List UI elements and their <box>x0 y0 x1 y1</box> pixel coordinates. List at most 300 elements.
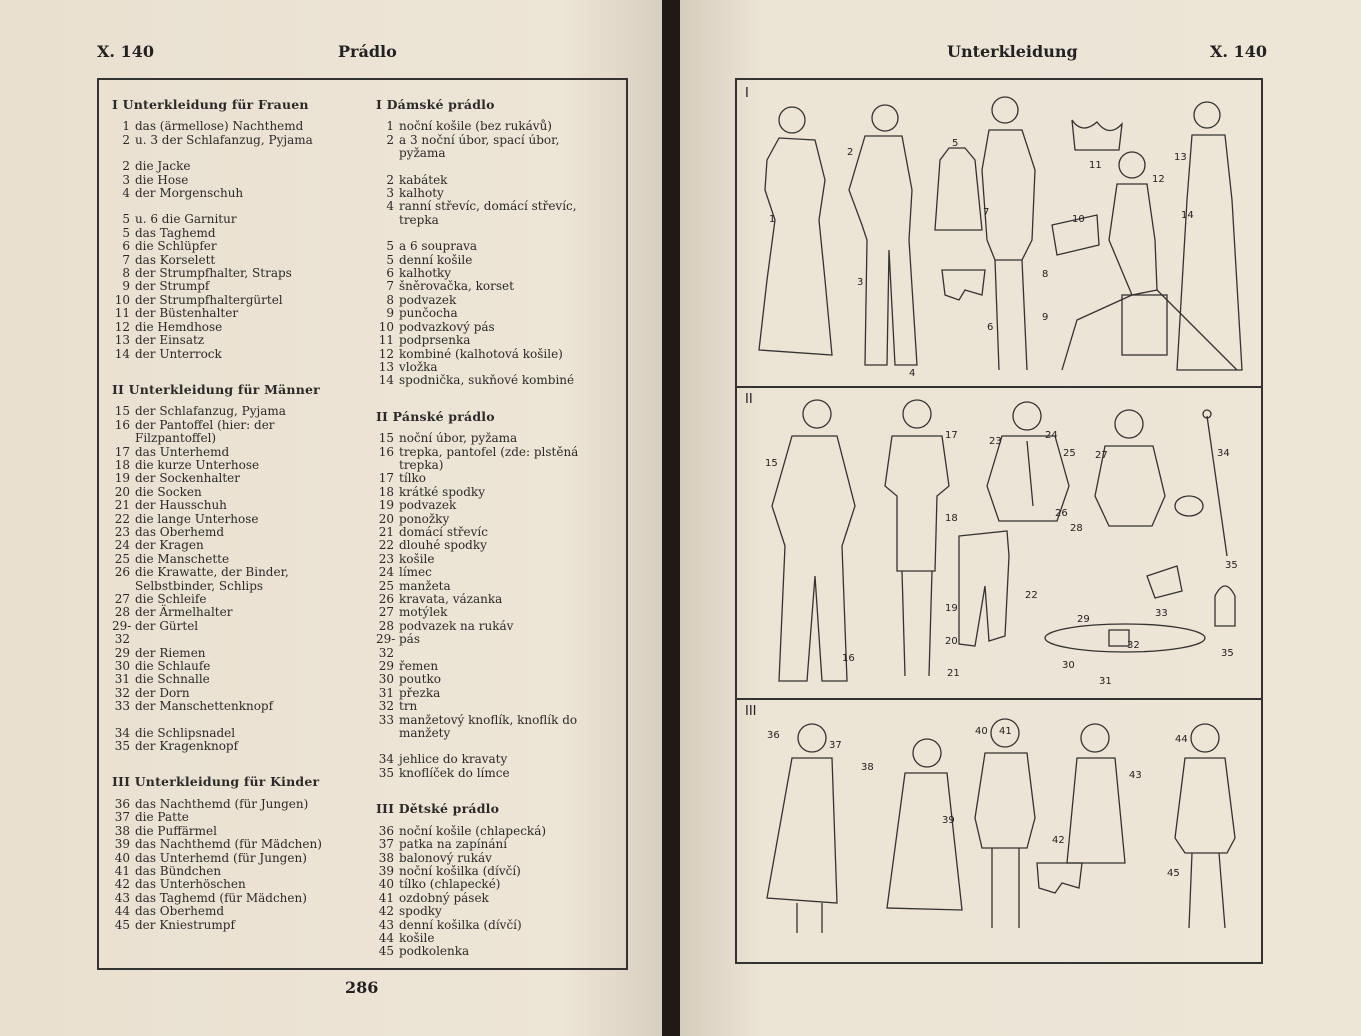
entry-term: řemen <box>399 659 439 674</box>
entry-term: das Oberhemd <box>135 904 225 919</box>
vocabulary-entry-cs <box>376 361 604 374</box>
panel-numeral: II <box>745 392 753 407</box>
entry-number: 32 <box>114 685 130 700</box>
vocabulary-entry-de <box>112 566 352 593</box>
entry-term: die Schnalle <box>135 672 210 687</box>
entry-number: 43 <box>114 890 130 905</box>
entry-number: 8 <box>386 292 394 307</box>
entry-term: das Unterhöschen <box>135 877 246 892</box>
callout-label: 42 <box>1052 835 1065 846</box>
vocabulary-entry-cs <box>376 348 604 361</box>
callout-label: 9 <box>1042 312 1049 323</box>
vocabulary-entry-de <box>112 825 352 838</box>
entry-term: a 6 souprava <box>399 239 478 254</box>
entry-number: 36 <box>378 823 394 838</box>
vocabulary-entry-cs <box>376 120 604 133</box>
vocabulary-entry-cs <box>376 334 604 347</box>
entry-number: 2 <box>386 172 394 187</box>
vocabulary-entry-de <box>112 307 352 320</box>
entry-term: der Dorn <box>135 685 190 700</box>
entry-term: kombiné (kalhotová košile) <box>399 346 563 361</box>
section-spacer <box>112 753 352 775</box>
vocabulary-entry-de <box>112 727 352 740</box>
vocabulary-entry-de <box>112 160 352 173</box>
section-heading-cs: II Pánské prádlo <box>376 408 495 424</box>
entry-number: 13 <box>378 359 394 374</box>
vocabulary-entry-cs <box>376 878 604 891</box>
vocabulary-entry-de <box>112 486 352 499</box>
entry-number: 16 <box>378 444 394 459</box>
entry-term: die Schlaufe <box>135 659 211 674</box>
panel-number-labels <box>765 430 1238 687</box>
entry-term: kravata, vázanka <box>399 592 503 606</box>
callout-label: 38 <box>861 762 874 773</box>
vocabulary-entry-de <box>112 838 352 851</box>
callout-label: 41 <box>999 726 1012 737</box>
entry-term: kalhotky <box>399 266 452 281</box>
entry-number: 24 <box>114 538 130 553</box>
callout-label: 43 <box>1129 770 1142 781</box>
vocabulary-entry-de <box>112 878 352 891</box>
entry-number: 17 <box>378 471 394 486</box>
entry-number: 21 <box>114 498 130 513</box>
callout-label: 8 <box>1042 269 1049 280</box>
entry-number: 8 <box>122 266 130 281</box>
entry-term: die Patte <box>135 810 189 825</box>
callout-label: 20 <box>945 636 958 647</box>
czech-column <box>376 98 604 959</box>
entry-term: denní košile <box>399 252 473 267</box>
vocabulary-entry-de <box>112 687 352 700</box>
vocabulary-entry-cs <box>376 633 604 660</box>
entry-number: 35 <box>114 739 130 754</box>
vocabulary-entry-de <box>112 513 352 526</box>
entry-term: manžeta <box>399 578 451 593</box>
callout-label: 30 <box>1062 660 1075 671</box>
section-heading-cs: III Dětské prádlo <box>376 801 500 817</box>
entry-term: u. 3 der Schlafanzug, Pyjama <box>135 132 313 147</box>
callout-label: 27 <box>1095 450 1108 461</box>
entry-number: 17 <box>114 444 130 459</box>
entry-term: poutko <box>399 672 441 687</box>
entry-number: 23 <box>114 524 130 539</box>
entry-term: die Schlipsnadel <box>135 725 236 740</box>
entry-number: 26 <box>114 565 130 580</box>
german-column <box>112 98 352 932</box>
callout-label: 17 <box>945 430 958 441</box>
entry-number: 30 <box>114 659 130 674</box>
entry-term: das Taghemd <box>135 225 216 240</box>
vocabulary-entry-cs <box>376 767 604 780</box>
entry-number: 15 <box>378 431 394 446</box>
vocabulary-entry-cs <box>376 932 604 945</box>
entry-number: 25 <box>378 578 394 593</box>
entry-number: 10 <box>114 292 130 307</box>
callout-label: 26 <box>1055 508 1068 519</box>
entry-number: 5 <box>122 225 130 240</box>
entry-term: der Gürtel <box>135 618 199 633</box>
vocabulary-entry-de <box>112 553 352 566</box>
entry-term: trepka, pantofel (zde: plstěná trepka) <box>399 444 579 472</box>
entry-number: 4 <box>386 199 394 214</box>
section-heading-cs: I Dámské prádlo <box>376 97 495 112</box>
callout-label: 32 <box>1127 640 1140 651</box>
entry-term: noční košile (bez rukávů) <box>399 119 552 134</box>
entry-number: 1 <box>386 119 394 134</box>
entry-gap <box>112 714 352 727</box>
callout-label: 15 <box>765 458 778 469</box>
entry-term: das Bündchen <box>135 863 222 878</box>
vocabulary-entry-cs <box>376 307 604 320</box>
vocabulary-entry-de <box>112 267 352 280</box>
callout-label: 5 <box>952 138 959 149</box>
entry-number: 32 <box>378 699 394 714</box>
vocabulary-entry-cs <box>376 892 604 905</box>
entry-term: die Hemdhose <box>135 319 223 334</box>
entry-number: 30 <box>378 672 394 687</box>
section-spacer <box>112 361 352 383</box>
entry-term: punčocha <box>399 306 458 321</box>
entry-number: 6 <box>386 266 394 281</box>
entry-term: noční košilka (dívčí) <box>399 863 521 878</box>
left-page <box>0 0 662 1036</box>
entry-term: ranní střevíc, domácí střevíc, trepka <box>399 199 577 227</box>
entry-number: 5 <box>386 239 394 254</box>
entry-term: denní košilka (dívčí) <box>399 917 522 932</box>
callout-label: 21 <box>947 668 960 679</box>
entry-number: 35 <box>378 765 394 780</box>
entry-number: 31 <box>114 672 130 687</box>
entry-term: der Riemen <box>135 645 206 660</box>
callout-label: 25 <box>1063 448 1076 459</box>
vocabulary-entry-cs <box>376 374 604 387</box>
entry-term: das Nachthemd (für Mädchen) <box>135 837 322 852</box>
entry-number: 27 <box>378 605 394 620</box>
callout-label: 45 <box>1167 868 1180 879</box>
entry-number: 3 <box>386 186 394 201</box>
vocabulary-entry-cs <box>376 825 604 838</box>
entry-number: 29 <box>378 659 394 674</box>
callout-label: 1 <box>769 214 776 225</box>
entry-number: 42 <box>114 877 130 892</box>
entry-term: der Ärmelhalter <box>135 605 233 620</box>
entry-number: 11 <box>114 306 130 321</box>
entry-term: das Nachthemd (für Jungen) <box>135 796 309 811</box>
section-code-right: X. 140 <box>1210 42 1267 61</box>
page-title-right: Unterkleidung <box>947 42 1078 61</box>
entry-number: 26 <box>378 592 394 606</box>
entry-term: manžetový knoflík, knoflík do manžety <box>399 712 578 741</box>
vocabulary-entry-cs <box>376 446 604 473</box>
vocabulary-entry-cs <box>376 294 604 307</box>
callout-label: 33 <box>1155 608 1168 619</box>
vocabulary-entry-cs <box>376 267 604 280</box>
vocabulary-entry-de <box>112 334 352 347</box>
entry-term: der Schlafanzug, Pyjama <box>135 404 286 419</box>
entry-term: der Sockenhalter <box>135 471 240 486</box>
entry-number: 34 <box>378 752 394 767</box>
callout-label: 23 <box>989 436 1002 447</box>
entry-term: spodky <box>399 904 442 919</box>
entry-number: 23 <box>378 551 394 566</box>
entry-term: domácí střevíc <box>399 524 488 539</box>
vocabulary-entry-cs <box>376 620 604 633</box>
callout-label: 28 <box>1070 523 1083 534</box>
vocabulary-entry-cs <box>376 660 604 673</box>
callout-label: 40 <box>975 726 988 737</box>
children-underwear-illustration <box>737 698 1261 962</box>
entry-number: 33 <box>114 699 130 714</box>
entry-number: 22 <box>378 538 394 553</box>
entry-term: dlouhé spodky <box>399 538 487 553</box>
callout-label: 22 <box>1025 590 1038 601</box>
panel-numeral: III <box>745 704 757 719</box>
entry-term: der Manschettenknopf <box>135 699 274 714</box>
entry-term: noční úbor, pyžama <box>399 431 518 446</box>
vocabulary-entry-de <box>112 905 352 918</box>
vocabulary-entry-cs <box>376 499 604 512</box>
vocabulary-entry-cs <box>376 187 604 200</box>
entry-number: 5 <box>386 252 394 267</box>
entry-number: 27 <box>114 592 130 606</box>
vocabulary-entry-de <box>112 174 352 187</box>
section-heading-de: II Unterkleidung für Männer <box>112 381 320 397</box>
vocabulary-entry-de <box>112 294 352 307</box>
entry-number: 43 <box>378 917 394 932</box>
vocabulary-entry-cs <box>376 919 604 932</box>
entry-number: 20 <box>378 511 394 526</box>
men-underwear-illustration <box>737 386 1261 698</box>
entry-number: 12 <box>378 346 394 361</box>
entry-term: der Strumpfhaltergürtel <box>135 292 283 307</box>
callout-label: 12 <box>1152 174 1165 185</box>
vocabulary-entry-cs <box>376 486 604 499</box>
vocabulary-entry-cs <box>376 865 604 878</box>
entry-term: balonový rukáv <box>399 850 492 865</box>
entry-term: knoflíček do límce <box>399 765 510 780</box>
figure-head <box>779 107 805 133</box>
vocabulary-entry-de <box>112 673 352 686</box>
vocabulary-entry-cs <box>376 240 604 253</box>
entry-number: 2 <box>122 132 130 147</box>
entry-term: podkolenka <box>399 944 470 959</box>
entry-number: 19 <box>378 498 394 513</box>
entry-number: 22 <box>114 511 130 526</box>
entry-number: 4 <box>122 186 130 201</box>
callout-label: 4 <box>909 368 916 379</box>
entry-term: das Unterhemd (für Jungen) <box>135 850 307 865</box>
illustration-panel-men <box>737 386 1261 700</box>
entry-number: 14 <box>114 346 130 361</box>
entry-number: 2 <box>386 132 394 147</box>
entry-term: die Schleife <box>135 592 207 606</box>
vocabulary-entry-cs <box>376 566 604 579</box>
entry-number: 10 <box>378 319 394 334</box>
entry-number: 18 <box>114 457 130 472</box>
vocabulary-entry-de <box>112 227 352 240</box>
entry-number: 44 <box>114 904 130 919</box>
entry-term: die Krawatte, der Binder, Selbstbinder, Schlips <box>135 565 289 593</box>
callout-label: 36 <box>767 730 780 741</box>
vocabulary-entry-de <box>112 852 352 865</box>
entry-term: der Einsatz <box>135 333 205 348</box>
entry-number: 21 <box>378 524 394 539</box>
callout-label: 11 <box>1089 160 1102 171</box>
page-title-left: Prádlo <box>338 42 397 61</box>
vocabulary-entry-cs <box>376 539 604 552</box>
entry-term: košile <box>399 930 435 945</box>
entry-term: podvazkový pás <box>399 319 495 334</box>
callout-label: 34 <box>1217 448 1230 459</box>
entry-term: der Kragen <box>135 538 204 553</box>
vocabulary-entry-de <box>112 660 352 673</box>
vocabulary-entry-de <box>112 798 352 811</box>
vocabulary-entry-de <box>112 865 352 878</box>
vocabulary-entry-cs <box>376 945 604 958</box>
entry-term: patka na zapínání <box>399 837 508 852</box>
entry-number: 18 <box>378 484 394 499</box>
entry-term: das Taghemd (für Mädchen) <box>135 890 307 905</box>
vocabulary-entry-de <box>112 620 352 647</box>
vocabulary-entry-cs <box>376 753 604 766</box>
entry-term: límec <box>399 565 432 580</box>
entry-number: 33 <box>378 712 394 727</box>
callout-label: 2 <box>847 147 854 158</box>
entry-term: das Oberhemd <box>135 524 225 539</box>
callout-label: 35 <box>1221 648 1234 659</box>
entry-number: 7 <box>122 252 130 267</box>
vocabulary-entry-de <box>112 321 352 334</box>
vocabulary-entry-de <box>112 892 352 905</box>
vocabulary-entry-de <box>112 134 352 147</box>
callout-label: 35 <box>1225 560 1238 571</box>
entry-number: 5 <box>122 212 130 227</box>
entry-term: košile <box>399 551 435 566</box>
vocabulary-entry-de <box>112 213 352 226</box>
entry-term: die lange Unterhose <box>135 511 259 526</box>
entry-term: jehlice do kravaty <box>399 752 508 767</box>
entry-term: der Morgenschuh <box>135 186 244 201</box>
entry-term: der Hausschuh <box>135 498 227 513</box>
entry-term: der Strumpf <box>135 279 210 294</box>
vocabulary-entry-de <box>112 280 352 293</box>
vocabulary-entry-cs <box>376 280 604 293</box>
entry-number: 28 <box>114 605 130 620</box>
entry-term: die kurze Unterhose <box>135 457 260 472</box>
vocabulary-entry-cs <box>376 254 604 267</box>
illustration-frame <box>735 78 1263 964</box>
entry-term: krátké spodky <box>399 484 485 499</box>
vocabulary-entry-cs <box>376 513 604 526</box>
entry-term: die Puffärmel <box>135 823 217 838</box>
vocabulary-entry-cs <box>376 852 604 865</box>
entry-number: 9 <box>386 306 394 321</box>
vocabulary-entry-de <box>112 499 352 512</box>
women-underwear-illustration <box>737 80 1261 386</box>
callout-label: 13 <box>1174 152 1187 163</box>
entry-number: 6 <box>122 239 130 254</box>
entry-term: šněrovačka, korset <box>399 279 514 294</box>
vocabulary-entry-cs <box>376 593 604 606</box>
vocabulary-entry-cs <box>376 580 604 593</box>
section-spacer <box>376 388 604 410</box>
book-gutter <box>662 0 680 1036</box>
panel-numeral: I <box>745 86 749 101</box>
entry-term: noční košile (chlapecká) <box>399 823 547 838</box>
vocabulary-entry-cs <box>376 905 604 918</box>
entry-number: 3 <box>122 172 130 187</box>
page-number: 286 <box>345 978 379 997</box>
vocabulary-entry-cs <box>376 714 604 741</box>
callout-label: 37 <box>829 740 842 751</box>
vocabulary-entry-cs <box>376 432 604 445</box>
entry-number: 14 <box>378 373 394 388</box>
entry-number: 13 <box>114 333 130 348</box>
entry-term: tílko <box>399 471 426 486</box>
entry-number: 12 <box>114 319 130 334</box>
entry-term: das Unterhemd <box>135 444 230 459</box>
entry-term: das (ärmellose) Nachthemd <box>135 119 304 134</box>
entry-number: 24 <box>378 565 394 580</box>
entry-term: pás <box>399 632 420 647</box>
entry-number: 7 <box>386 279 394 294</box>
vocabulary-entry-de <box>112 606 352 619</box>
entry-number: 45 <box>378 944 394 959</box>
entry-term: u. 6 die Garnitur <box>135 212 237 227</box>
entry-term: die Manschette <box>135 551 230 566</box>
vocabulary-entry-cs <box>376 526 604 539</box>
entry-term: podvazek na rukáv <box>399 618 514 633</box>
entry-number: 42 <box>378 904 394 919</box>
entry-term: ponožky <box>399 511 450 526</box>
entry-term: kalhoty <box>399 186 444 201</box>
vocabulary-entry-cs <box>376 472 604 485</box>
vocabulary-entry-de <box>112 419 352 446</box>
callout-label: 24 <box>1045 430 1058 441</box>
entry-number: 36 <box>114 796 130 811</box>
entry-number: 40 <box>114 850 130 865</box>
callout-label: 19 <box>945 603 958 614</box>
entry-term: das Korselett <box>135 252 216 267</box>
vocabulary-entry-de <box>112 446 352 459</box>
entry-term: der Kragenknopf <box>135 739 239 754</box>
entry-term: přezka <box>399 685 441 700</box>
entry-term: spodnička, sukňové kombiné <box>399 373 575 388</box>
entry-number: 25 <box>114 551 130 566</box>
vocabulary-entry-cs <box>376 553 604 566</box>
entry-number: 37 <box>378 837 394 852</box>
vocabulary-entry-de <box>112 459 352 472</box>
callout-label: 44 <box>1175 734 1188 745</box>
entry-number: 11 <box>378 333 394 348</box>
vocabulary-entry-cs <box>376 321 604 334</box>
entry-number: 41 <box>114 863 130 878</box>
entry-number: 45 <box>114 917 130 932</box>
callout-label: 10 <box>1072 214 1085 225</box>
entry-term: motýlek <box>399 605 448 620</box>
vocabulary-entry-de <box>112 919 352 932</box>
entry-number: 9 <box>122 279 130 294</box>
callout-label: 31 <box>1099 676 1112 687</box>
section-code-left: X. 140 <box>97 42 154 61</box>
vocabulary-entry-cs <box>376 700 604 713</box>
vocabulary-entry-de <box>112 472 352 485</box>
entry-term: kabátek <box>399 172 448 187</box>
vocabulary-entry-de <box>112 254 352 267</box>
callout-label: 6 <box>987 322 994 333</box>
vocabulary-entry-cs <box>376 200 604 227</box>
vocabulary-entry-de <box>112 187 352 200</box>
